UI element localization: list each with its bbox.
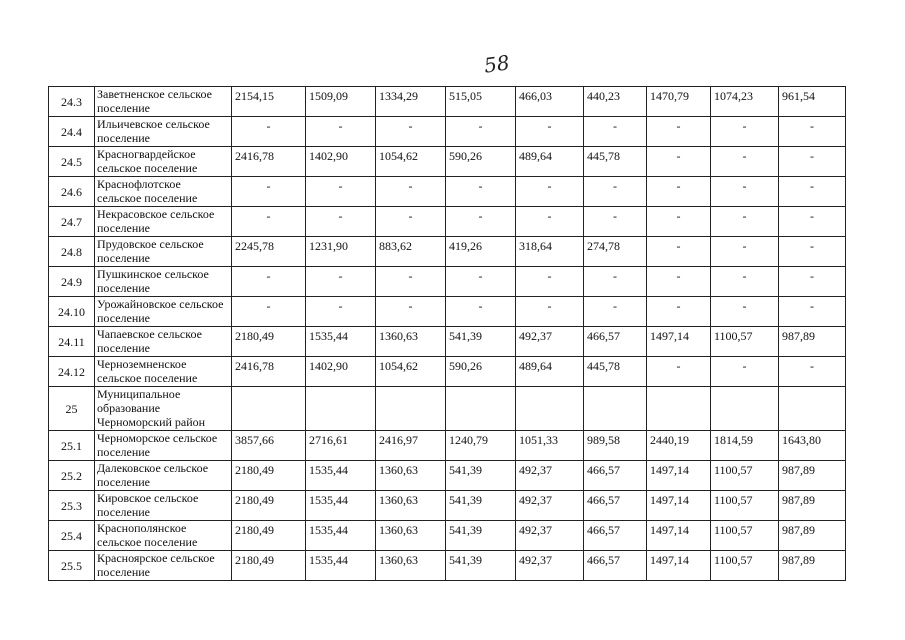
row-name: Красногвардейское сельское поселение — [95, 147, 232, 177]
value-cell: 466,57 — [584, 551, 647, 581]
value-cell — [232, 387, 306, 431]
value-cell: 1814,59 — [711, 431, 779, 461]
value-cell: - — [306, 207, 376, 237]
value-cell: 2180,49 — [232, 491, 306, 521]
value-cell: - — [711, 147, 779, 177]
value-cell: 466,57 — [584, 521, 647, 551]
value-cell: - — [516, 267, 584, 297]
table-row — [49, 387, 846, 431]
value-cell: 466,57 — [584, 327, 647, 357]
value-cell: - — [647, 297, 711, 327]
value-cell: 1360,63 — [376, 327, 446, 357]
value-cell: 318,64 — [516, 237, 584, 267]
value-cell: 466,57 — [584, 491, 647, 521]
value-cell: 445,78 — [584, 147, 647, 177]
value-cell: 1074,23 — [711, 87, 779, 117]
row-name: Далековское сельское поселение — [95, 461, 232, 491]
value-cell: 541,39 — [446, 551, 516, 581]
value-cell: 2245,78 — [232, 237, 306, 267]
value-cell: - — [446, 207, 516, 237]
row-code: 24.4 — [49, 117, 95, 147]
value-cell: 1497,14 — [647, 551, 711, 581]
table-body — [49, 87, 846, 581]
row-name: Краснофлотское сельское поселение — [95, 177, 232, 207]
table-row — [49, 297, 846, 327]
value-cell: - — [647, 207, 711, 237]
value-cell: 1470,79 — [647, 87, 711, 117]
value-cell — [446, 387, 516, 431]
value-cell: - — [711, 297, 779, 327]
value-cell: 489,64 — [516, 147, 584, 177]
value-cell: - — [584, 207, 647, 237]
value-cell: 1497,14 — [647, 461, 711, 491]
value-cell: - — [779, 357, 846, 387]
value-cell — [376, 387, 446, 431]
value-cell: 1497,14 — [647, 327, 711, 357]
value-cell: 1535,44 — [306, 521, 376, 551]
row-name: Муниципальное образование Черноморский район — [95, 387, 232, 431]
value-cell: 1643,80 — [779, 431, 846, 461]
value-cell: 1240,79 — [446, 431, 516, 461]
table-row — [49, 327, 846, 357]
table-row — [49, 431, 846, 461]
row-code: 25 — [49, 387, 95, 431]
tariff-table — [48, 86, 846, 581]
row-code: 24.3 — [49, 87, 95, 117]
value-cell: 2440,19 — [647, 431, 711, 461]
value-cell: 987,89 — [779, 551, 846, 581]
row-code: 24.9 — [49, 267, 95, 297]
value-cell: - — [376, 267, 446, 297]
value-cell: 466,57 — [584, 461, 647, 491]
value-cell: - — [516, 117, 584, 147]
value-cell: - — [446, 297, 516, 327]
value-cell: 1535,44 — [306, 461, 376, 491]
value-cell: - — [711, 267, 779, 297]
value-cell: - — [647, 237, 711, 267]
value-cell: 419,26 — [446, 237, 516, 267]
value-cell: 489,64 — [516, 357, 584, 387]
value-cell: 2180,49 — [232, 521, 306, 551]
value-cell: 1100,57 — [711, 551, 779, 581]
row-name: Черноморское сельское поселение — [95, 431, 232, 461]
row-code: 25.1 — [49, 431, 95, 461]
value-cell: - — [779, 207, 846, 237]
value-cell — [516, 387, 584, 431]
row-name: Черноземненское сельское поселение — [95, 357, 232, 387]
value-cell: 2716,61 — [306, 431, 376, 461]
value-cell: 1402,90 — [306, 357, 376, 387]
value-cell: 961,54 — [779, 87, 846, 117]
row-name: Урожайновское сельское поселение — [95, 297, 232, 327]
value-cell: 515,05 — [446, 87, 516, 117]
value-cell: - — [647, 267, 711, 297]
value-cell: - — [711, 207, 779, 237]
value-cell: 2154,15 — [232, 87, 306, 117]
table-row — [49, 267, 846, 297]
value-cell: - — [711, 357, 779, 387]
row-code: 24.12 — [49, 357, 95, 387]
value-cell: - — [647, 177, 711, 207]
value-cell: 987,89 — [779, 461, 846, 491]
row-name: Пушкинское сельское поселение — [95, 267, 232, 297]
table-row — [49, 87, 846, 117]
value-cell: - — [516, 297, 584, 327]
value-cell: 1054,62 — [376, 357, 446, 387]
row-code: 25.5 — [49, 551, 95, 581]
table-row — [49, 491, 846, 521]
table-row — [49, 117, 846, 147]
value-cell: 492,37 — [516, 327, 584, 357]
value-cell: - — [647, 147, 711, 177]
row-code: 24.11 — [49, 327, 95, 357]
row-code: 24.10 — [49, 297, 95, 327]
table-row — [49, 207, 846, 237]
value-cell: - — [446, 177, 516, 207]
row-name: Чапаевское сельское поселение — [95, 327, 232, 357]
row-name: Кировское сельское поселение — [95, 491, 232, 521]
row-code: 24.8 — [49, 237, 95, 267]
value-cell: - — [376, 177, 446, 207]
value-cell: 541,39 — [446, 521, 516, 551]
value-cell: 492,37 — [516, 491, 584, 521]
value-cell: 541,39 — [446, 327, 516, 357]
value-cell: 1360,63 — [376, 461, 446, 491]
row-name: Краснополянское сельское поселение — [95, 521, 232, 551]
value-cell: - — [306, 117, 376, 147]
value-cell: - — [647, 117, 711, 147]
row-code: 24.5 — [49, 147, 95, 177]
value-cell: - — [584, 177, 647, 207]
value-cell: 1100,57 — [711, 491, 779, 521]
value-cell: - — [376, 297, 446, 327]
value-cell: 492,37 — [516, 551, 584, 581]
value-cell: 883,62 — [376, 237, 446, 267]
value-cell: - — [779, 147, 846, 177]
value-cell: - — [232, 267, 306, 297]
value-cell: 1497,14 — [647, 491, 711, 521]
value-cell: 1535,44 — [306, 491, 376, 521]
value-cell: 1360,63 — [376, 551, 446, 581]
value-cell: - — [446, 117, 516, 147]
value-cell: 590,26 — [446, 357, 516, 387]
value-cell: - — [516, 177, 584, 207]
table-row — [49, 147, 846, 177]
value-cell: 1509,09 — [306, 87, 376, 117]
value-cell: 1054,62 — [376, 147, 446, 177]
value-cell: 2180,49 — [232, 327, 306, 357]
value-cell — [779, 387, 846, 431]
value-cell: 2416,78 — [232, 147, 306, 177]
row-name: Некрасовское сельское поселение — [95, 207, 232, 237]
value-cell: - — [376, 207, 446, 237]
value-cell: - — [779, 117, 846, 147]
value-cell: 541,39 — [446, 491, 516, 521]
value-cell: 1360,63 — [376, 521, 446, 551]
value-cell: - — [376, 117, 446, 147]
table-row — [49, 461, 846, 491]
value-cell: - — [779, 177, 846, 207]
value-cell: 1360,63 — [376, 491, 446, 521]
value-cell: - — [584, 117, 647, 147]
row-code: 25.3 — [49, 491, 95, 521]
value-cell: - — [584, 267, 647, 297]
value-cell: - — [232, 177, 306, 207]
value-cell: - — [711, 117, 779, 147]
value-cell: 1535,44 — [306, 327, 376, 357]
value-cell: - — [711, 237, 779, 267]
row-code: 24.7 — [49, 207, 95, 237]
value-cell: - — [306, 297, 376, 327]
value-cell: - — [711, 177, 779, 207]
value-cell: 466,03 — [516, 87, 584, 117]
value-cell: 989,58 — [584, 431, 647, 461]
value-cell: 1402,90 — [306, 147, 376, 177]
value-cell: 1100,57 — [711, 461, 779, 491]
value-cell: 2416,97 — [376, 431, 446, 461]
value-cell: 492,37 — [516, 521, 584, 551]
value-cell: - — [232, 117, 306, 147]
value-cell: - — [516, 207, 584, 237]
table-row — [49, 237, 846, 267]
value-cell: 590,26 — [446, 147, 516, 177]
value-cell — [647, 387, 711, 431]
row-name: Красноярское сельское поселение — [95, 551, 232, 581]
value-cell: 987,89 — [779, 327, 846, 357]
value-cell: - — [779, 267, 846, 297]
value-cell: 1535,44 — [306, 551, 376, 581]
value-cell: 987,89 — [779, 491, 846, 521]
row-code: 25.2 — [49, 461, 95, 491]
value-cell: 2180,49 — [232, 461, 306, 491]
value-cell: 1231,90 — [306, 237, 376, 267]
table-row — [49, 521, 846, 551]
value-cell: 1334,29 — [376, 87, 446, 117]
value-cell: - — [779, 237, 846, 267]
value-cell: - — [446, 267, 516, 297]
row-name: Прудовское сельское поселение — [95, 237, 232, 267]
table-row — [49, 357, 846, 387]
value-cell: 492,37 — [516, 461, 584, 491]
value-cell: - — [306, 177, 376, 207]
row-code: 24.6 — [49, 177, 95, 207]
value-cell: 445,78 — [584, 357, 647, 387]
value-cell: 274,78 — [584, 237, 647, 267]
value-cell: 1497,14 — [647, 521, 711, 551]
row-name: Заветненское сельское поселение — [95, 87, 232, 117]
value-cell: 3857,66 — [232, 431, 306, 461]
value-cell: 2180,49 — [232, 551, 306, 581]
table-row — [49, 551, 846, 581]
value-cell: - — [232, 207, 306, 237]
value-cell: 1051,33 — [516, 431, 584, 461]
page-number: 58 — [482, 50, 511, 78]
value-cell: - — [584, 297, 647, 327]
value-cell: 1100,57 — [711, 327, 779, 357]
row-name: Ильичевское сельское поселение — [95, 117, 232, 147]
value-cell: - — [647, 357, 711, 387]
value-cell: 440,23 — [584, 87, 647, 117]
value-cell: 541,39 — [446, 461, 516, 491]
value-cell: 2416,78 — [232, 357, 306, 387]
value-cell: - — [232, 297, 306, 327]
value-cell: 987,89 — [779, 521, 846, 551]
table-row — [49, 177, 846, 207]
row-code: 25.4 — [49, 521, 95, 551]
value-cell — [584, 387, 647, 431]
value-cell: 1100,57 — [711, 521, 779, 551]
value-cell — [711, 387, 779, 431]
value-cell — [306, 387, 376, 431]
value-cell: - — [779, 297, 846, 327]
value-cell: - — [306, 267, 376, 297]
